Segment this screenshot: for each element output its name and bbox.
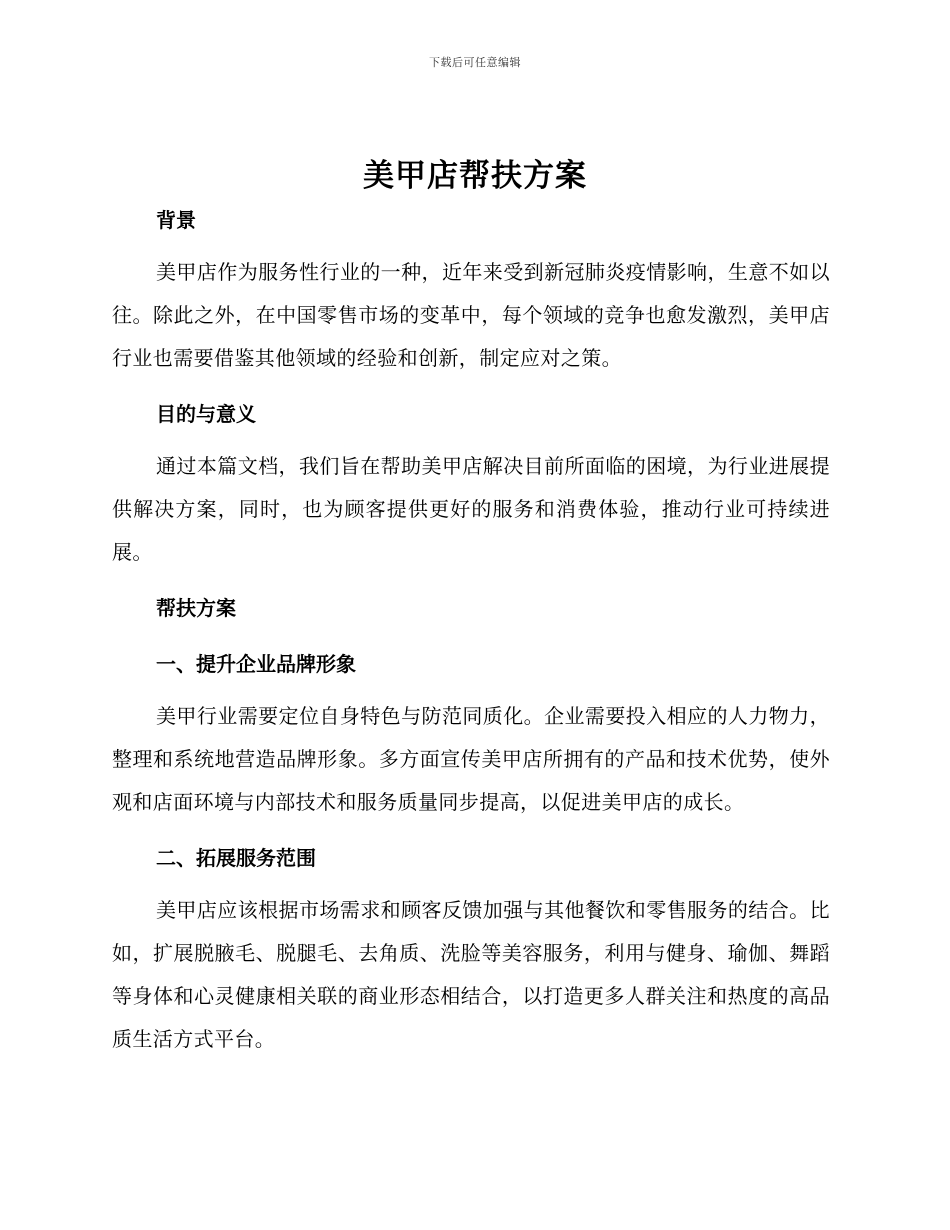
document-body (112, 198, 830, 1061)
paragraph-purpose: 通过本篇文档，我们旨在帮助美甲店解决目前所面临的困境，为行业进展提供解决方案，同时，也为顾客提供更好的服务和消费体验，推动行业可持续进展。 (112, 454, 830, 564)
paragraph-services: 美甲店应该根据市场需求和顾客反馈加强与其他餐饮和零售服务的结合。比如，扩展脱腋毛、脱腿毛、去角质、洗脸等美容服务，利用与健身、瑜伽、舞蹈等身体和心灵健康相关联的商业形态相结合，以打造更多人群关注和热度的高品质生活方式平台。 (112, 898, 830, 1051)
heading-purpose: 目的与意义 (156, 402, 256, 426)
header-note: 下载后可任意编辑 (429, 56, 521, 69)
heading-plan: 帮扶方案 (156, 596, 236, 620)
heading-services: 二、拓展服务范围 (156, 846, 316, 870)
heading-background: 背景 (156, 208, 196, 232)
paragraph-background: 美甲店作为服务性行业的一种，近年来受到新冠肺炎疫情影响，生意不如以往。除此之外，在中国零售市场的变革中，每个领域的竞争也愈发激烈，美甲店行业也需要借鉴其他领域的经验和创新，制定应对之策。 (112, 260, 830, 370)
heading-brand: 一、提升企业品牌形象 (156, 652, 356, 676)
paragraph-brand: 美甲行业需要定位自身特色与防范同质化。企业需要投入相应的人力物力，整理和系统地营造品牌形象。多方面宣传美甲店所拥有的产品和技术优势，使外观和店面环境与内部技术和服务质量同步提高，以促进美甲店的成长。 (112, 704, 830, 814)
document-title: 美甲店帮扶方案 (363, 158, 587, 194)
